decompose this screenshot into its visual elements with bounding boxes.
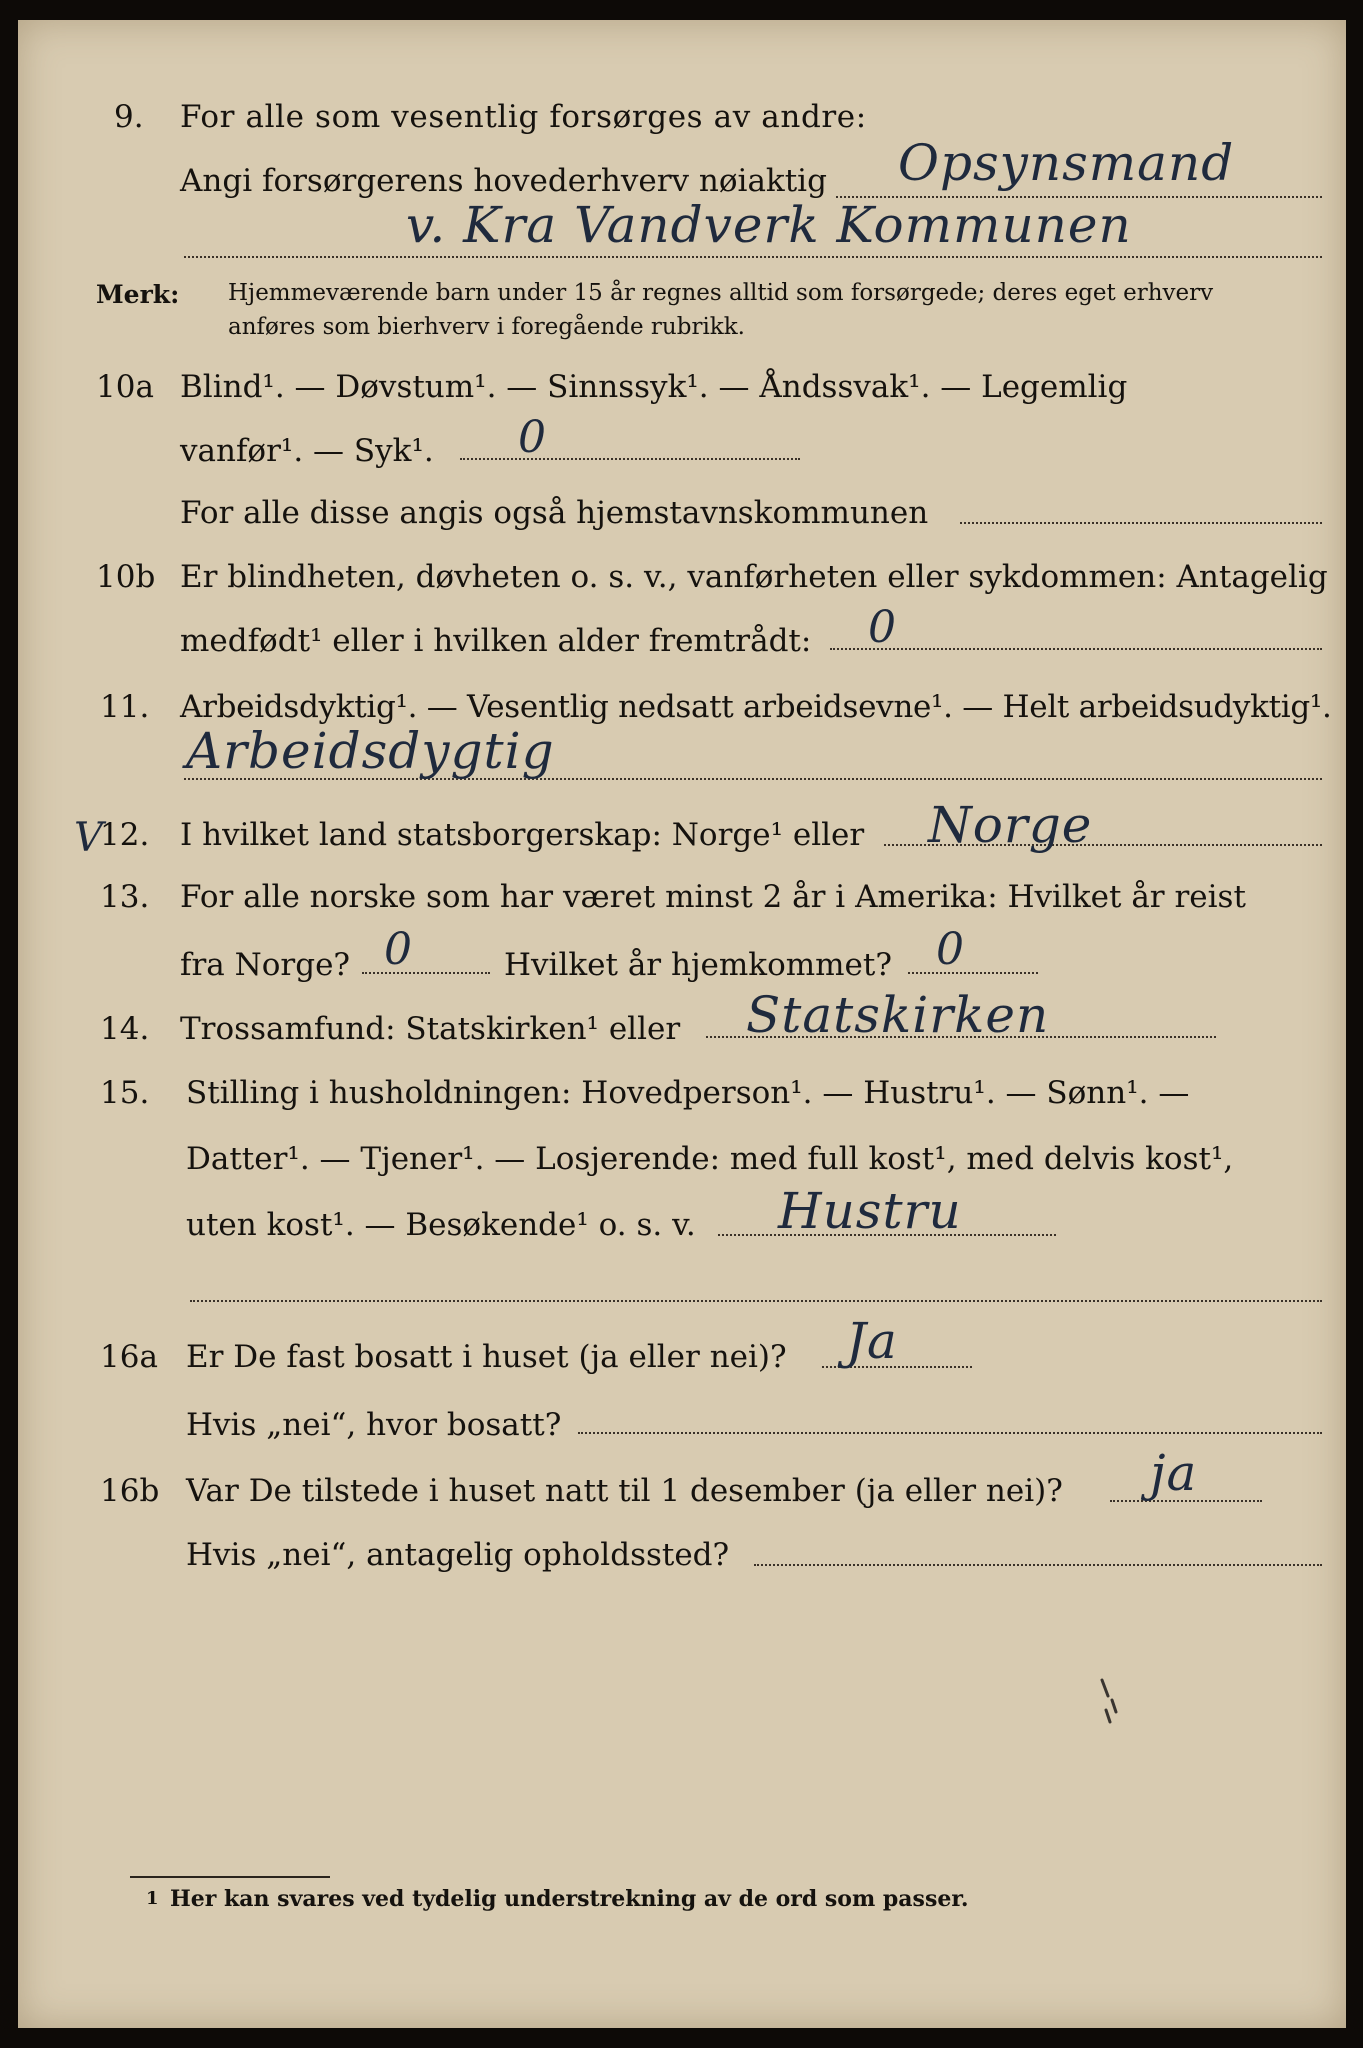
q12-line1: I hvilket land statsborgerskap: Norge¹ eller [180, 817, 865, 853]
q16b-opholdssted-line [754, 1564, 1322, 1566]
q14-line1: Trossamfund: Statskirken¹ eller [180, 1011, 681, 1047]
q13-number: 13. [100, 879, 150, 915]
q10a-number: 10a [96, 369, 154, 405]
q13-answer-b: 0 [936, 924, 965, 975]
q9-answer-line2 [184, 256, 1322, 258]
q10b-line1: Er blindheten, døvheten o. s. v., vanførheten eller sykdommen: Antagelig [180, 559, 1328, 595]
footnote-text: Her kan svares ved tydelig understrekning av de ord som passer. [170, 1886, 969, 1912]
q10a-answer-line [460, 458, 800, 460]
q16b-line1: Var De tilstede i huset natt til 1 desember (ja eller nei)? [186, 1473, 1063, 1509]
q13-line2a: fra Norge? [180, 947, 351, 983]
footnote-mark: 1 [146, 1888, 159, 1909]
q11-number: 11. [100, 689, 150, 725]
q15-line2: Datter¹. — Tjener¹. — Losjerende: med full kost¹, med delvis kost¹, [186, 1141, 1234, 1177]
q9-line2: Angi forsørgerens hovederhverv nøiaktig [180, 163, 827, 199]
q16b-line2: Hvis „nei“, antagelig opholdssted? [186, 1537, 730, 1573]
footnote-rule [130, 1876, 330, 1878]
q10b-answer: 0 [868, 602, 897, 653]
q12-number: 12. [100, 817, 150, 853]
q9-answer-occupation: Opsynsmand [898, 134, 1235, 192]
q13-answer-a: 0 [384, 924, 413, 975]
merk-label: Merk: [96, 280, 180, 309]
q12-answer: Norge [928, 796, 1093, 854]
q10b-answer-line [830, 648, 1322, 650]
q11-line1: Arbeidsdyktig¹. — Vesentlig nedsatt arbeidsevne¹. — Helt arbeidsudyktig¹. [180, 689, 1332, 725]
q10a-line3: For alle disse angis også hjemstavnskommunen [180, 495, 929, 531]
q15-answer: Hustru [778, 1182, 962, 1240]
q10b-number: 10b [96, 559, 156, 595]
q10a-hometown-line [960, 522, 1322, 524]
q9-line1: For alle som vesentlig forsørges av andre: [180, 99, 867, 135]
q10a-line1: Blind¹. — Døvstum¹. — Sinnssyk¹. — Åndssvak¹. — Legemlig [180, 369, 1128, 405]
q11-answer: Arbeidsdygtig [186, 722, 555, 780]
merk-line2: anføres som bierhverv i foregående rubrikk. [228, 314, 745, 340]
q16b-answer: ja [1150, 1444, 1198, 1502]
q16a-line2: Hvis „nei“, hvor bosatt? [186, 1407, 562, 1443]
q15-extra-line [190, 1300, 1322, 1302]
q13-answer-a-line [362, 972, 490, 974]
q15-line3: uten kost¹. — Besøkende¹ o. s. v. [186, 1207, 696, 1243]
q16b-number: 16b [100, 1473, 160, 1509]
q9-number: 9. [114, 99, 144, 135]
q16a-number: 16a [100, 1339, 158, 1375]
q13-answer-b-line [908, 972, 1038, 974]
q10a-line2: vanfør¹. — Syk¹. [180, 433, 434, 469]
ink-blot-mark [1094, 1670, 1134, 1730]
q14-answer: Statskirken [746, 986, 1050, 1044]
q10b-line2: medfødt¹ eller i hvilken alder fremtrådt: [180, 623, 812, 659]
q13-line2b: Hvilket år hjemkommet? [504, 947, 892, 983]
merk-line1: Hjemmeværende barn under 15 år regnes alltid som forsørgede; deres eget erhverv [228, 280, 1214, 306]
q14-number: 14. [100, 1011, 150, 1047]
q16a-answer: Ja [846, 1312, 898, 1370]
q13-line1: For alle norske som har været minst 2 år i Amerika: Hvilket år reist [180, 879, 1246, 915]
q12-check-mark: V [74, 815, 103, 861]
q10a-answer: 0 [518, 412, 547, 463]
q16a-line1: Er De fast bosatt i huset (ja eller nei)? [186, 1339, 787, 1375]
q9-answer-employer: v. Kra Vandverk Kommunen [406, 196, 1132, 254]
q15-line1: Stilling i husholdningen: Hovedperson¹. — Hustru¹. — Sønn¹. — [186, 1075, 1190, 1111]
q16a-bosatt-line [578, 1432, 1322, 1434]
census-form-page [18, 20, 1346, 2028]
q15-number: 15. [100, 1075, 150, 1111]
